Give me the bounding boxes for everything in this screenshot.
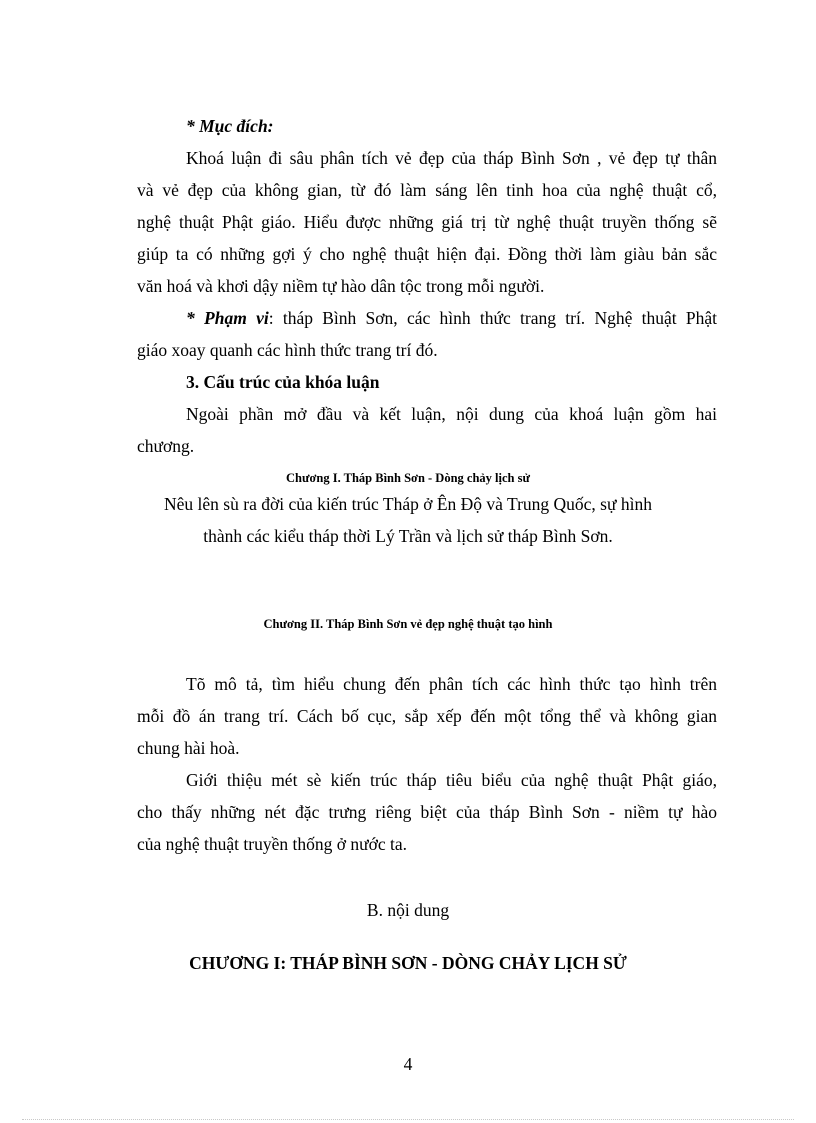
purpose-line-5: văn hoá và khơi dậy niềm tự hào dân tộc trong mỗi người. [137, 276, 545, 296]
chapter2-para2-line-1: Giới thiệu mét sè kiến trúc tháp tiêu biểu của nghệ thuật Phật giáo, [186, 770, 717, 790]
chapter-heading: CHƯƠNG I: THÁP BÌNH SƠN - DÒNG CHẢY LỊCH SỬ [189, 953, 627, 973]
chapter2-para1-line-2: mỗi đồ án trang trí. Cách bố cục, sắp xếp đến một tổng thể và không gian [137, 706, 717, 726]
purpose-line-4: giúp ta có những gợi ý cho nghệ thuật hiện đại. Đồng thời làm giàu bản sắc [137, 244, 717, 264]
chapter2-para2-line-2: cho thấy những nét đặc trưng riêng biệt của tháp Bình Sơn - niềm tự hào [137, 802, 717, 822]
purpose-line-2: và vẻ đẹp của không gian, từ đó làm sáng lên tinh hoa của nghệ thuật cổ, [137, 180, 717, 200]
chapter1-summary-line-1: Nêu lên sù ra đời của kiến trúc Tháp ở Ên Độ và Trung Quốc, sự hình [164, 494, 652, 514]
section-b-heading: B. nội dung [366, 900, 450, 920]
scope-line-2: giáo xoay quanh các hình thức trang trí đó. [137, 340, 438, 360]
purpose-line-3: nghệ thuật Phật giáo. Hiểu được những giá trị từ nghệ thuật truyền thống sẽ [137, 212, 717, 232]
scope-line-1 [186, 306, 717, 330]
page-number: 4 [403, 1054, 413, 1074]
chapter2-para2-line-3: của nghệ thuật truyền thống ở nước ta. [137, 834, 408, 854]
structure-line-2: chương. [137, 436, 195, 456]
chapter1-summary-line-2: thành các kiểu tháp thời Lý Trần và lịch sử tháp Bình Sơn. [203, 526, 613, 546]
page-bottom-divider [22, 1119, 794, 1120]
chapter2-summary-title: Chương II. Tháp Bình Sơn vẻ đẹp nghệ thuật tạo hình [263, 617, 553, 631]
scope-line-1-text: : tháp Bình Sơn, các hình thức trang trí. Nghệ thuật Phật [268, 308, 718, 328]
scope-heading: * Phạm vi [186, 308, 269, 328]
chapter2-para1-line-3: chung hài hoà. [137, 738, 240, 758]
chapter1-summary-title: Chương I. Tháp Bình Sơn - Dòng chảy lịch sử [286, 471, 530, 485]
structure-line-1: Ngoài phần mở đầu và kết luận, nội dung của khoá luận gồm hai [186, 404, 717, 424]
structure-heading: 3. Cấu trúc của khóa luận [186, 372, 380, 392]
purpose-heading: * Mục đích: [186, 116, 274, 136]
purpose-line-1: Khoá luận đi sâu phân tích vẻ đẹp của tháp Bình Sơn , vẻ đẹp tự thân [186, 148, 717, 168]
chapter2-para1-line-1: Tõ mô tả, tìm hiểu chung đến phân tích các hình thức tạo hình trên [186, 674, 717, 694]
